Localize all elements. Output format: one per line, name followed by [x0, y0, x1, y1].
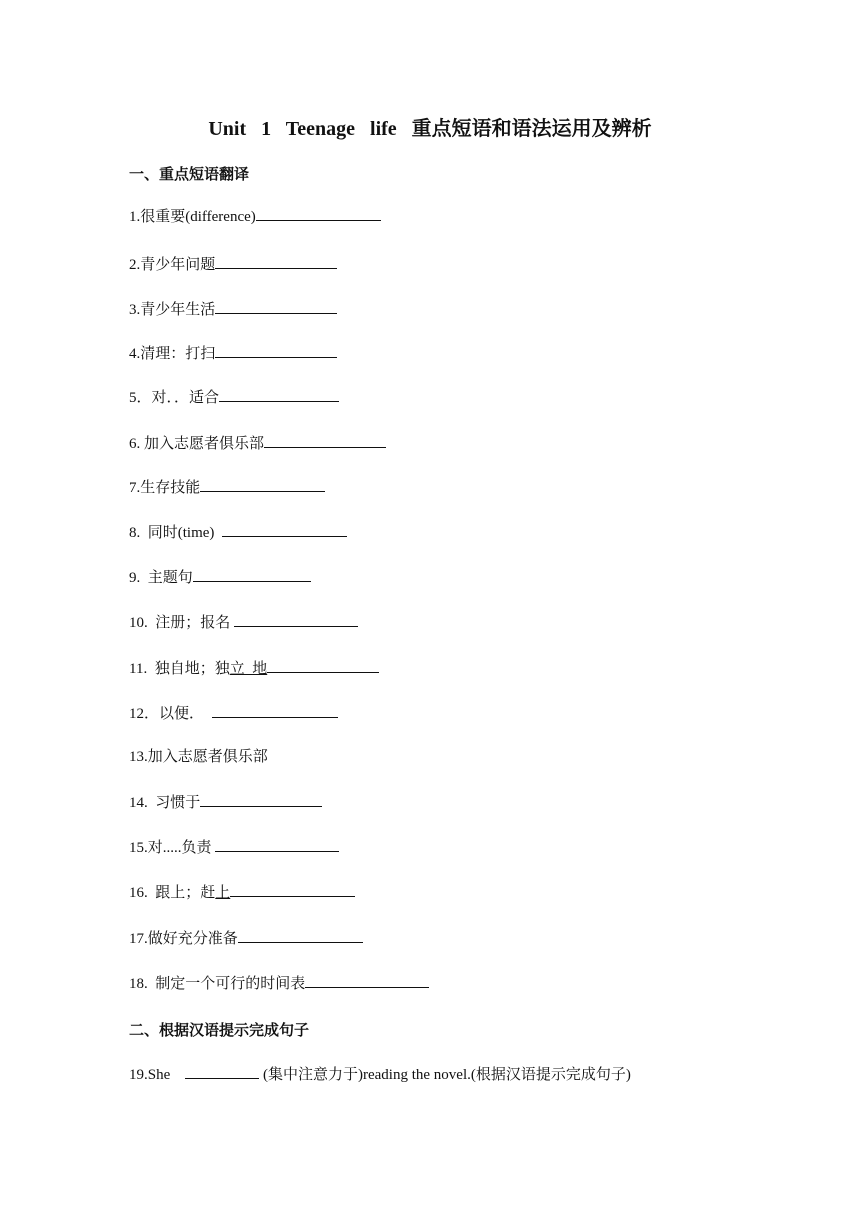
answer-blank[interactable]: [185, 1064, 259, 1079]
answer-blank[interactable]: [193, 567, 311, 582]
answer-blank[interactable]: [200, 792, 322, 807]
answer-blank[interactable]: [305, 973, 429, 988]
page-title: Unit 1 Teenage life 重点短语和语法运用及辨析: [208, 118, 652, 140]
list-item-12: 12．以便．: [129, 703, 338, 724]
section-heading-phrase-translation: 一、重点短语翻译: [129, 165, 250, 183]
list-item-6: 6. 加入志愿者俱乐部: [129, 433, 386, 454]
answer-blank[interactable]: [215, 343, 337, 358]
list-item-13: 13.加入志愿者俱乐部: [129, 749, 268, 765]
list-item-7: 7.生存技能: [129, 477, 325, 498]
list-item-1: 1.很重要(difference): [129, 206, 381, 227]
answer-blank[interactable]: [230, 882, 355, 897]
answer-blank[interactable]: [200, 477, 325, 492]
answer-blank[interactable]: [215, 299, 337, 314]
answer-blank[interactable]: [219, 387, 339, 402]
answer-blank[interactable]: [212, 703, 338, 718]
answer-blank[interactable]: [222, 522, 347, 537]
underlined-text: 上: [215, 885, 231, 901]
list-item-17: 17.做好充分准备: [129, 928, 363, 949]
list-item-14: 14. 习惯于: [129, 792, 322, 813]
answer-blank[interactable]: [256, 206, 381, 221]
list-item-4: 4.清理：打扫: [129, 343, 337, 364]
question-19: 19.She (集中注意力于)reading the novel.(根据汉语提示完成句子): [129, 1064, 631, 1085]
answer-blank[interactable]: [238, 928, 363, 943]
section-heading-complete-sentences: 二、根据汉语提示完成句子: [129, 1021, 310, 1039]
underlined-text: 立 地: [229, 661, 268, 677]
answer-blank[interactable]: [215, 254, 337, 269]
list-item-11: 11. 独自地；独立 地: [129, 658, 379, 679]
answer-blank[interactable]: [264, 433, 386, 448]
answer-blank[interactable]: [215, 837, 339, 852]
list-item-18: 18. 制定一个可行的时间表: [129, 973, 429, 994]
list-item-2: 2.青少年问题: [129, 254, 337, 275]
list-item-15: 15.对.....负责: [129, 837, 339, 858]
list-item-8: 8. 同时(time): [129, 522, 347, 543]
answer-blank[interactable]: [267, 658, 379, 673]
list-item-10: 10. 注册；报名: [129, 612, 358, 633]
list-item-5: 5．对．．适合: [129, 387, 339, 408]
list-item-9: 9. 主题句: [129, 567, 311, 588]
answer-blank[interactable]: [234, 612, 358, 627]
list-item-3: 3.青少年生活: [129, 299, 337, 320]
list-item-16: 16. 跟上；赶上: [129, 882, 355, 903]
